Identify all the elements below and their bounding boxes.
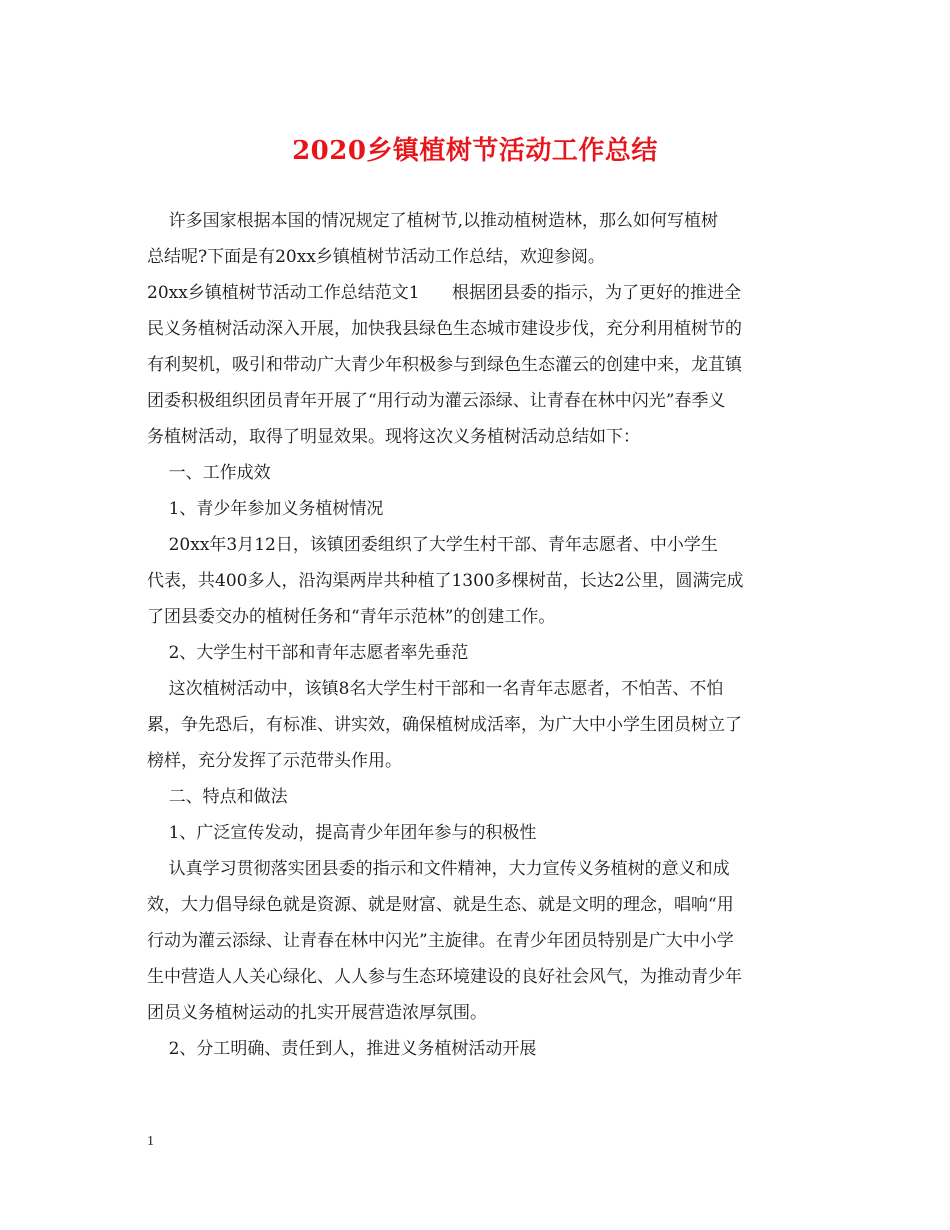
body-line: 这次植树活动中，该镇8名大学生村干部和一名青年志愿者，不怕苦、不怕: [147, 679, 724, 699]
subsection-heading: 2、大学生村干部和青年志愿者率先垂范: [147, 643, 469, 663]
body-line: 民义务植树活动深入开展，加快我县绿色生态城市建设步伐，充分利用植树节的: [147, 319, 742, 339]
body-line: 20xx乡镇植树节活动工作总结范文1 根据团县委的指示，为了更好的推进全: [147, 283, 742, 303]
body-line: 累，争先恐后，有标准、讲实效，确保植树成活率，为广大中小学生团员树立了: [147, 715, 742, 735]
body-line: 总结呢?下面是有20xx乡镇植树节活动工作总结，欢迎参阅。: [147, 247, 605, 267]
body-line: 许多国家根据本国的情况规定了植树节,以推动植树造林，那么如何写植树: [147, 211, 719, 231]
body-line: 生中营造人人关心绿化、人人参与生态环境建设的良好社会风气，为推动青少年: [147, 967, 742, 987]
page-number: 1: [147, 1134, 154, 1149]
body-line: 行动为灌云添绿、让青春在林中闪光”主旋律。在青少年团员特别是广大中小学: [147, 931, 734, 951]
body-line: 有利契机，吸引和带动广大青少年积极参与到绿色生态灌云的创建中来，龙苴镇: [147, 355, 742, 375]
subsection-heading: 2、分工明确、责任到人，推进义务植树活动开展: [147, 1039, 537, 1059]
subsection-heading: 1、广泛宣传发动，提高青少年团年参与的积极性: [147, 823, 537, 843]
body-line: 代表，共400多人，沿沟渠两岸共种植了1300多棵树苗，长达2公里，圆满完成: [147, 571, 744, 591]
body-line: 认真学习贯彻落实团县委的指示和文件精神，大力宣传义务植树的意义和成: [147, 859, 730, 879]
body-line: 团员义务植树运动的扎实开展营造浓厚氛围。: [147, 1003, 487, 1023]
section-heading: 一、工作成效: [147, 463, 271, 483]
body-line: 务植树活动，取得了明显效果。现将这次义务植树活动总结如下：: [147, 427, 640, 447]
section-heading: 二、特点和做法: [147, 787, 288, 807]
body-line: 榜样，充分发挥了示范带头作用。: [147, 751, 402, 771]
body-line: 了团县委交办的植树任务和“青年示范林”的创建工作。: [147, 607, 556, 627]
body-line: 效，大力倡导绿色就是资源、就是财富、就是生态、就是文明的理念，唱响“用: [147, 895, 734, 915]
body-line: 团委积极组织团员青年开展了“用行动为灌云添绿、让青春在林中闪光”春季义: [147, 391, 726, 411]
body-line: 20xx年3月12日，该镇团委组织了大学生村干部、青年志愿者、中小学生: [147, 535, 718, 555]
subsection-heading: 1、青少年参加义务植树情况: [147, 499, 384, 519]
document-title: 2020乡镇植树节活动工作总结: [292, 136, 658, 166]
